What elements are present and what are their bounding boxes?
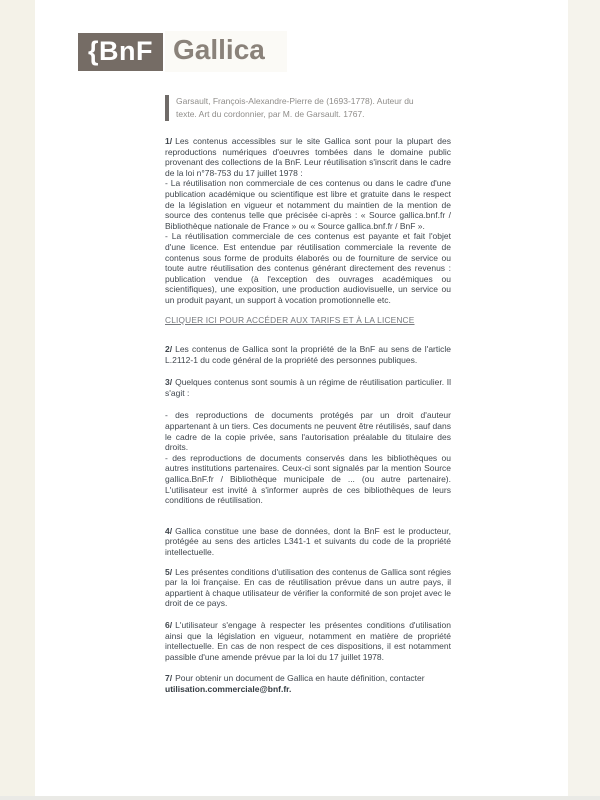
term-text: Les présentes conditions d'utilisation des contenus de Gallica sont régies par la loi française. En cas de réutilisation prévue dans un autre pays, il appartient à chaque utilisateur de vérifier la conformité de son projet avec le droit de ce pays. (165, 566, 451, 609)
term-text: - La réutilisation commerciale de ces contenus est payante et fait l'objet d'une licence. Est entendue par réutilisation commerciale la revente de contenus sous forme de produits élaborés ou de fourniture de service ou toute autre réutilisation des contenus générant directement des revenus : publication vendue (à l'exception des ouvrages académiques ou scientifiques), une exposition, une production audiovisuelle, un service ou un produit payant, un support à vocation promotionnelle etc. (165, 231, 451, 305)
term-number: 7/ (165, 673, 173, 684)
term-number: 6/ (165, 619, 173, 630)
contact-email: utilisation.commerciale@bnf.fr. (165, 683, 292, 694)
citation-block (165, 95, 476, 121)
term-number: 3/ (165, 377, 173, 388)
term-paragraph-1 (165, 136, 451, 178)
term-paragraph-6 (165, 620, 451, 662)
term-paragraph-3-bullet-2 (165, 453, 451, 506)
term-text: - des reproductions de documents conservés dans les bibliothèques ou autres institutions partenaires. Ceux-ci sont signalés par la mention Source gallica.BnF.fr / Bibliothèque municipale de ... (ou autre partenaire). L'utilisateur est invité à s'informer auprès de ces bibliothèques de leurs conditions de réutilisation. (165, 452, 451, 506)
bnf-logo-text: {BnF (88, 36, 153, 66)
term-paragraph-1-bullet-2 (165, 231, 451, 305)
page-bottom-edge (0, 796, 600, 800)
term-paragraph-3-bullet-1 (165, 410, 451, 452)
term-number: 5/ (165, 566, 173, 577)
term-paragraph-2 (165, 344, 451, 365)
terms-of-use-text (165, 136, 451, 695)
term-number: 1/ (165, 136, 173, 146)
bnf-gallica-logo (78, 31, 287, 72)
term-number: 2/ (165, 344, 173, 355)
term-text: Gallica constitue une base de données, dont la BnF est le producteur, protégée au sens des articles L341-1 et suivants du code de la propriété intellectuelle. (165, 525, 451, 557)
term-text: Pour obtenir un document de Gallica en haute définition, contacter (175, 673, 425, 684)
term-paragraph-3 (165, 377, 451, 398)
citation-line-2: texte. Art du cordonnier, par M. de Garsault. 1767. (176, 109, 365, 119)
right-margin-strip (568, 0, 600, 800)
term-paragraph-1-bullet-1 (165, 178, 451, 231)
term-paragraph-7 (165, 673, 451, 684)
term-paragraph-4 (165, 526, 451, 558)
tariffs-licence-link[interactable]: CLIQUER ICI POUR ACCÉDER AUX TARIFS ET À LA LICENCE (165, 314, 415, 325)
term-paragraph-5 (165, 567, 451, 609)
bnf-logo-box (78, 33, 163, 71)
term-text: - La réutilisation non commerciale de ces contenus ou dans le cadre d'une publication académique ou scientifique est libre et gratuite dans le respect de la législation en vigueur et notamment du maintien de la mention de source des contenus telle que précisée ci-après : « Source gallica.bnf.fr / Bibliothèque nationale de France » ou « Source gallica.bnf.fr / BnF ». (165, 178, 451, 231)
gallica-wordmark: Gallica (165, 31, 287, 72)
term-text: Quelques contenus sont soumis à un régime de réutilisation particulier. Il s'agit : (165, 377, 451, 398)
term-number: 4/ (165, 525, 173, 536)
term-text: - des reproductions de documents protégés par un droit d'auteur appartenant à un tiers. Ces documents ne peuvent être réutilisés, sauf dans le cadre de la copie privée, sans l'autorisation préalable du titulaire des droits. (165, 410, 451, 453)
term-text: L'utilisateur s'engage à respecter les présentes conditions d'utilisation ainsi que la législation en vigueur, notamment en matière de propriété intellectuelle. En cas de non respect de ces dispositions, il est notamment passible d'une amende prévue par la loi du 17 juillet 1978. (165, 619, 451, 662)
term-text: Les contenus de Gallica sont la propriété de la BnF au sens de l'article L.2112-1 du code général de la propriété des personnes publiques. (165, 344, 451, 365)
left-margin-strip (0, 0, 35, 800)
term-text: Les contenus accessibles sur le site Gallica sont pour la plupart des reproductions numériques d'oeuvres tombées dans le domaine public provenant des collections de la BnF. Leur réutilisation s'inscrit dans le cadre de la loi n°78-753 du 17 juillet 1978 : (165, 136, 451, 178)
citation-line-1: Garsault, François-Alexandre-Pierre de (1693-1778). Auteur du (176, 96, 414, 106)
